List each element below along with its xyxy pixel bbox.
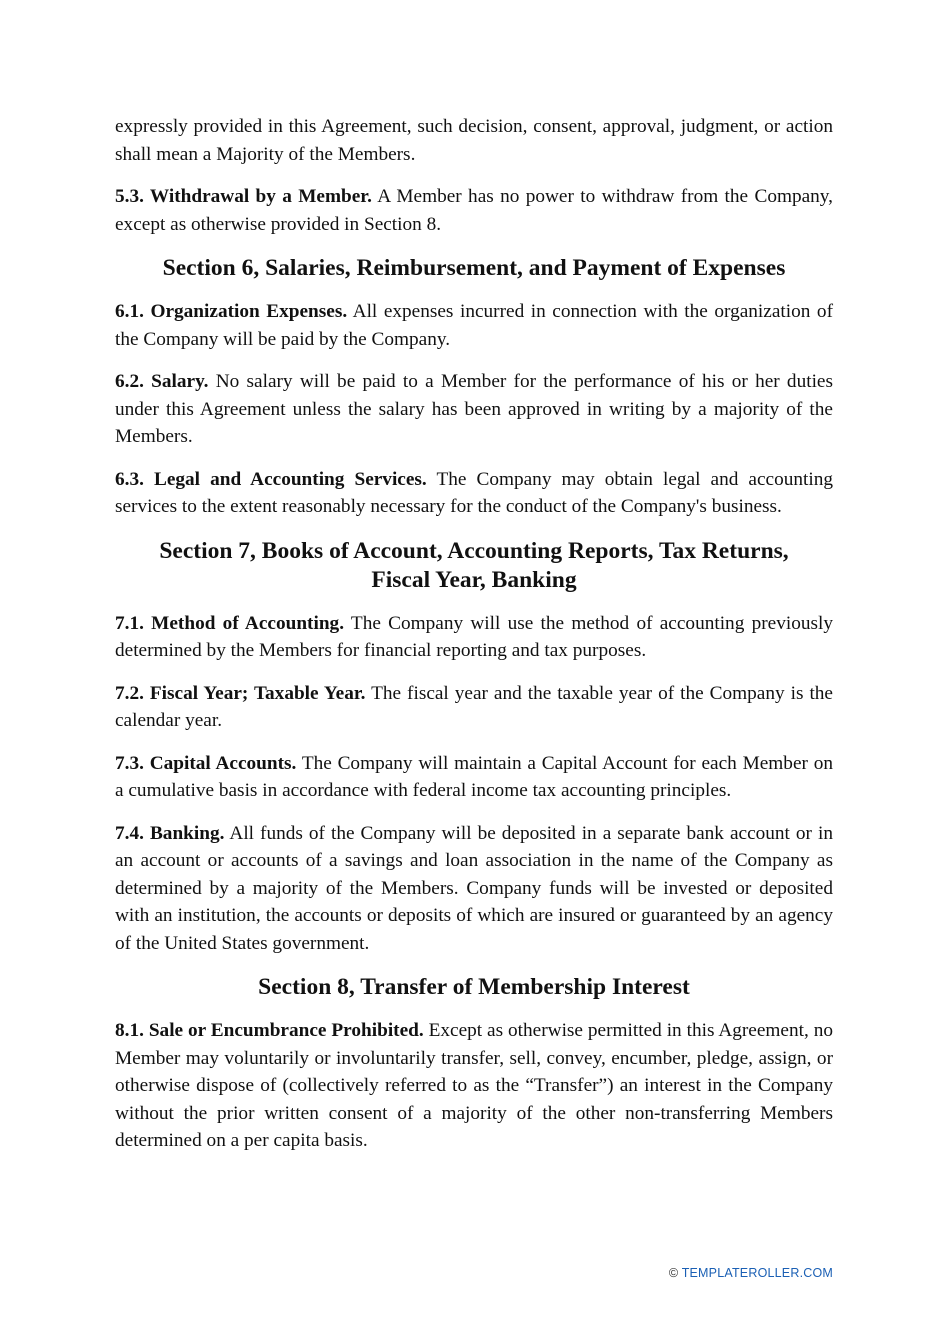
paragraph-7-3	[115, 750, 833, 805]
paragraph-5-3	[115, 183, 833, 238]
paragraph-text: expressly provided in this Agreement, such decision, consent, approval, judgment, or action shall mean a Majority of the Members.	[115, 116, 833, 165]
clause-title: 7.1. Method of Accounting.	[115, 612, 345, 634]
paragraph-7-2	[115, 680, 833, 735]
section-6-heading: Section 6, Salaries, Reimbursement, and Payment of Expenses	[162, 255, 786, 281]
clause-title: 5.3. Withdrawal by a Member.	[115, 186, 372, 207]
clause-title: 8.1. Sale or Encumbrance Prohibited.	[115, 1020, 424, 1041]
section-7-heading	[115, 537, 833, 595]
paragraph-7-1	[115, 610, 833, 665]
clause-title: 6.2. Salary.	[115, 371, 209, 392]
clause-title: 7.3. Capital Accounts.	[115, 752, 297, 774]
paragraph-continuation	[115, 113, 833, 168]
clause-text: The Company will maintain a Capital Account for each Member on a cumulative basis in accordance with federal income tax accounting principles.	[115, 752, 833, 801]
paragraph-6-2	[115, 368, 833, 451]
paragraph-6-3	[115, 466, 833, 521]
clause-text: The Company may obtain legal and accounting services to the extent reasonably necessary for the conduct of the Company's business.	[115, 468, 833, 517]
section-7-heading-line2: Fiscal Year, Banking	[371, 566, 577, 593]
clause-text: The fiscal year and the taxable year of the Company is the calendar year.	[115, 682, 833, 731]
clause-title: 7.2. Fiscal Year; Taxable Year.	[115, 682, 366, 704]
clause-title: 6.1. Organization Expenses.	[115, 301, 348, 322]
paragraph-8-1	[115, 1017, 833, 1155]
clause-text: The Company will use the method of accounting previously determined by the Members for financial reporting and tax purposes.	[115, 612, 833, 661]
clause-text: All funds of the Company will be deposited in a separate bank account or in an account or accounts of a savings and loan association in the name of the Company as determined by a majority of the Members. Company funds will be invested or deposited with an institution, the accounts or deposits of which are insured or guaranteed by an agency of the United States government.	[115, 822, 833, 954]
clause-text: No salary will be paid to a Member for the performance of his or her duties under this Agreement unless the salary has been approved in writing by a majority of the Members.	[115, 371, 833, 447]
section-8-heading: Section 8, Transfer of Membership Interest	[258, 974, 690, 1000]
section-7-heading-line1: Section 7, Books of Account, Accounting Reports, Tax Returns,	[159, 537, 789, 564]
paragraph-6-1	[115, 298, 833, 353]
clause-title: 6.3. Legal and Accounting Services.	[115, 468, 427, 490]
paragraph-7-4	[115, 820, 833, 958]
clause-title: 7.4. Banking.	[115, 822, 225, 844]
footer-watermark[interactable]	[669, 1266, 833, 1280]
document-page	[115, 113, 833, 1170]
clause-text: A Member has no power to withdraw from the Company, except as otherwise provided in Section 8.	[115, 186, 833, 235]
footer-site-link[interactable]: TEMPLATEROLLER.COM	[681, 1266, 833, 1280]
clause-text: Except as otherwise permitted in this Agreement, no Member may voluntarily or involuntarily transfer, sell, convey, encumber, pledge, assign, or otherwise dispose of (collectively referred to as the “Transfer”) an interest in the Company without the prior written consent of a majority of the other non-transferring Members determined on a per capita basis.	[115, 1020, 833, 1151]
clause-text: All expenses incurred in connection with the organization of the Company will be paid by the Company.	[115, 301, 833, 350]
copyright-symbol: ©	[668, 1266, 679, 1280]
